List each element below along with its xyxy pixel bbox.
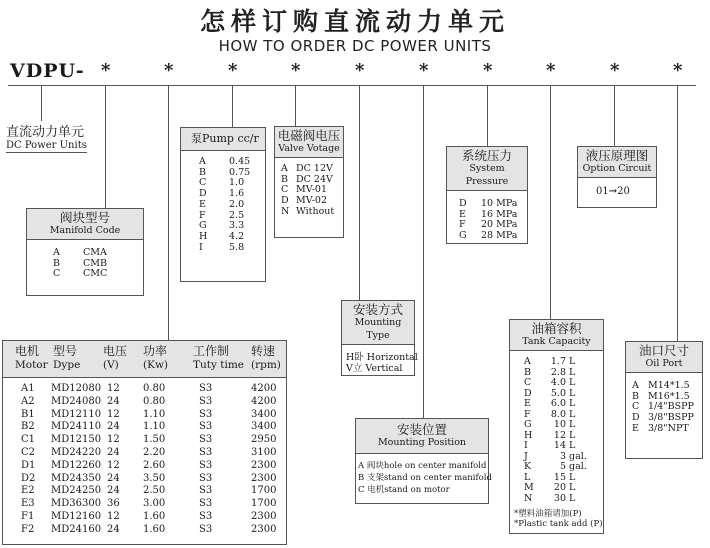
order-code-star: * [546, 60, 556, 81]
table-cell: 24 [107, 421, 120, 433]
motor-table-header [3, 341, 286, 378]
mounting-position-title-en: Mounting Position [377, 437, 467, 448]
table-cell: S3 [199, 446, 213, 458]
connector-line [677, 86, 678, 341]
table-column-header: 工作制 Tuty time [193, 344, 245, 371]
table-row [3, 498, 286, 511]
list-item: B 2.8 L [524, 366, 576, 378]
list-item: A CMA [53, 247, 107, 258]
table-cell: MD24220 [51, 446, 102, 458]
table-column-header: 电机 Motor [15, 344, 48, 371]
table-cell: S3 [199, 523, 213, 535]
table-cell: 3400 [251, 408, 277, 420]
table-cell: 2950 [251, 434, 277, 446]
table-cell: B1 [21, 408, 35, 420]
table-cell: D2 [21, 472, 36, 484]
table-row [3, 434, 286, 447]
list-item: I 5.8 [199, 241, 245, 253]
oil-port-title-cn: 油口尺寸 [638, 343, 689, 358]
dc-power-units-cn: 直流动力单元 [6, 125, 85, 140]
table-cell: F1 [21, 510, 35, 522]
mounting-position-header [356, 419, 488, 454]
list-item: D 10 MPa [459, 198, 518, 209]
table-column-header: 型号 Dype [53, 344, 81, 371]
order-code-star: * [164, 60, 174, 81]
system-pressure-title-cn: 系统压力 [461, 148, 512, 163]
connector-line [487, 86, 488, 146]
table-cell: 0.80 [143, 395, 166, 407]
connector-line [295, 86, 296, 126]
list-item: B 0.75 [199, 166, 251, 178]
table-cell: S3 [199, 383, 213, 394]
valve-voltage-list [275, 158, 343, 218]
table-cell: 1.60 [143, 510, 166, 522]
list-item: F 2.5 [199, 209, 245, 221]
table-cell: 24 [107, 472, 120, 484]
list-item: H 4.2 [199, 230, 245, 242]
table-cell: MD24160 [51, 523, 102, 535]
table-cell: 1700 [251, 485, 277, 497]
list-item: B DC 24V [281, 173, 333, 185]
option-circuit-box [577, 146, 657, 208]
table-cell: 12 [107, 383, 120, 394]
table-cell: 4200 [251, 395, 277, 407]
table-cell: S3 [199, 472, 213, 484]
pump-box [180, 127, 266, 282]
table-row [3, 460, 286, 473]
table-cell: S3 [199, 498, 213, 510]
code-underline [8, 85, 696, 86]
table-cell: MD12160 [51, 510, 102, 522]
connector-line [105, 86, 106, 208]
list-item: M 20 L [524, 482, 576, 493]
motor-table-body [3, 378, 286, 537]
option-circuit-title-cn: 液压原理图 [585, 148, 649, 163]
order-code-star: * [291, 60, 301, 81]
table-cell: B2 [21, 421, 35, 433]
list-item: A 1.7 L [524, 356, 576, 367]
connector-line [550, 86, 551, 319]
table-cell: 12 [107, 434, 120, 446]
dc-power-units-en: DC Power Units [6, 140, 87, 151]
list-item: F 20 MPa [459, 219, 518, 231]
table-cell: 0.80 [143, 383, 166, 394]
page-title-en: HOW TO ORDER DC POWER UNITS [218, 37, 492, 55]
list-item: E 2.0 [199, 198, 245, 210]
list-item: G 28 MPa [459, 230, 518, 242]
list-item: C 电机stand on motor [358, 485, 450, 495]
table-cell: 12 [107, 459, 120, 471]
table-cell: 12 [107, 408, 120, 420]
manifold-code-header [27, 209, 143, 240]
list-item: G 3.3 [199, 220, 245, 232]
tank-capacity-box [509, 319, 604, 534]
table-cell: MD12260 [51, 459, 102, 471]
table-cell: E2 [21, 485, 35, 497]
order-code-prefix: VDPU- [10, 60, 85, 82]
list-item: J 3 gal. [524, 450, 587, 462]
oil-port-box [625, 341, 703, 459]
table-cell: C2 [21, 446, 36, 458]
table-cell: 1700 [251, 498, 277, 510]
order-code-star: * [610, 60, 620, 81]
list-item: H卧 Horizontal [346, 352, 418, 363]
table-cell: 24 [107, 446, 120, 458]
table-cell: 3400 [251, 421, 277, 433]
system-pressure-list [447, 191, 527, 242]
list-item: E 16 MPa [459, 208, 518, 220]
connector-line [41, 86, 42, 121]
manifold-code-title-en: Manifold Code [49, 225, 121, 236]
list-item: D MV-02 [281, 195, 328, 207]
list-item: K 5 gal. [524, 461, 587, 472]
system-pressure-title-en: System Pressure [465, 163, 509, 187]
list-item: I 14 L [524, 440, 576, 451]
table-cell: S3 [199, 434, 213, 446]
oil-port-header [626, 342, 702, 373]
table-cell: 12 [107, 510, 120, 522]
table-cell: MD12110 [51, 408, 102, 420]
system-pressure-box [446, 146, 528, 244]
table-cell: A1 [21, 383, 35, 394]
list-item: B M16*1.5 [632, 390, 690, 402]
table-row [3, 473, 286, 486]
table-cell: 1.50 [143, 434, 166, 446]
mounting-position-list [356, 454, 492, 496]
dc-power-units-label [6, 121, 87, 153]
table-cell: S3 [199, 421, 213, 433]
list-item: A M14*1.5 [632, 380, 690, 391]
order-code-star: * [101, 60, 111, 81]
table-row [3, 524, 286, 537]
valve-voltage-title-en: Valve Votage [278, 143, 340, 154]
motor-table-box [2, 340, 287, 545]
table-cell: MD24110 [51, 421, 102, 433]
table-row [3, 396, 286, 409]
connector-line [232, 86, 233, 127]
order-code-star: * [673, 60, 683, 81]
list-item: C MV-01 [281, 184, 328, 196]
table-cell: A2 [21, 395, 35, 407]
mounting-position-box [355, 418, 492, 504]
tank-capacity-title-en: Tank Capacity [522, 336, 591, 347]
tank-note-cn: *塑料油箱请加(P) [514, 509, 582, 519]
option-circuit-title-en: Option Circuit [582, 163, 652, 174]
mounting-type-box [341, 300, 418, 376]
table-cell: F2 [21, 523, 35, 535]
list-item: D 1.6 [199, 188, 245, 200]
option-circuit-range: 01→20 [596, 186, 630, 197]
list-item: L 15 L [524, 471, 576, 483]
arrow-right-icon: → [608, 186, 618, 197]
table-cell: 2.20 [143, 446, 166, 458]
table-cell: MD12080 [51, 383, 102, 394]
table-cell: C1 [21, 434, 36, 446]
pump-list [181, 151, 265, 253]
valve-voltage-header [275, 127, 343, 158]
list-item: A 阀块hole on center manifold [358, 461, 487, 471]
table-cell: MD36300 [51, 498, 102, 510]
connector-line [614, 86, 615, 146]
order-code-star: * [419, 60, 429, 81]
list-item: B 支架stand on center manifold [358, 473, 492, 483]
table-cell: 3.00 [143, 498, 166, 510]
table-column-header: 电压 (V) [103, 344, 128, 371]
table-row [3, 421, 286, 434]
table-column-header: 转速 (rpm) [251, 344, 281, 371]
list-item: D 3/8"BSPP [632, 412, 694, 424]
table-cell: 2.50 [143, 485, 166, 497]
manifold-code-list [27, 240, 143, 280]
tank-capacity-list [510, 351, 603, 504]
table-cell: 1.10 [143, 421, 166, 433]
connector-line [168, 86, 169, 340]
table-cell: S3 [199, 395, 213, 407]
list-item: A DC 12V [281, 163, 333, 174]
order-code-star: * [483, 60, 493, 81]
list-item: C 1.0 [199, 177, 245, 189]
system-pressure-header [447, 147, 527, 191]
table-row [3, 409, 286, 422]
table-cell: 2300 [251, 459, 277, 471]
list-item: H 12 L [524, 429, 576, 441]
table-row [3, 447, 286, 460]
table-cell: MD24080 [51, 395, 102, 407]
list-item: C CMC [53, 268, 108, 280]
table-cell: S3 [199, 459, 213, 471]
table-cell: D1 [21, 459, 36, 471]
list-item: V立 Vertical [346, 362, 403, 374]
connector-line [423, 86, 424, 418]
table-cell: 2300 [251, 523, 277, 535]
list-item: N 30 L [524, 492, 576, 504]
list-item: A 0.45 [199, 156, 251, 167]
table-cell: 2300 [251, 472, 277, 484]
table-cell: 24 [107, 523, 120, 535]
table-cell: 1.10 [143, 408, 166, 420]
mounting-type-list [342, 345, 418, 374]
table-cell: 36 [107, 498, 120, 510]
valve-voltage-title-cn: 电磁阀电压 [277, 128, 341, 143]
table-cell: S3 [199, 510, 213, 522]
table-cell: MD12150 [51, 434, 102, 446]
oil-port-list [626, 373, 702, 435]
option-circuit-header [578, 147, 656, 178]
list-item: G 10 L [524, 419, 576, 430]
table-cell: 4200 [251, 383, 277, 394]
list-item: E 3/8"NPT [632, 422, 689, 434]
page-title-cn: 怎样订购直流动力单元 [199, 7, 510, 36]
pump-header: 泵Pump cc/r [181, 128, 265, 151]
table-cell: MD24250 [51, 485, 102, 497]
oil-port-title-en: Oil Port [645, 358, 683, 369]
list-item: C 4.0 L [524, 377, 576, 388]
table-cell: 2.60 [143, 459, 166, 471]
list-item: E 6.0 L [524, 398, 576, 409]
mounting-type-title-en: Mounting Type [354, 317, 402, 341]
connector-line [359, 86, 360, 300]
list-item: C 1/4"BSPP [632, 401, 694, 413]
mounting-position-title-cn: 安装位置 [396, 422, 447, 437]
mounting-type-title-cn: 安装方式 [352, 302, 403, 317]
table-cell: S3 [199, 485, 213, 497]
list-item: F 8.0 L [524, 408, 576, 420]
list-item: N Without [281, 205, 335, 217]
table-cell: 3100 [251, 446, 277, 458]
table-row [3, 511, 286, 524]
order-code-star: * [355, 60, 365, 81]
table-row [3, 485, 286, 498]
list-item: B CMB [53, 257, 107, 269]
table-cell: 2300 [251, 510, 277, 522]
order-code-star: * [228, 60, 238, 81]
table-cell: 3.50 [143, 472, 166, 484]
tank-note-en: *Plastic tank add (P) [514, 519, 603, 529]
table-column-header: 功率 (Kw) [143, 344, 169, 371]
table-cell: 24 [107, 395, 120, 407]
manifold-code-title-cn: 阀块型号 [59, 210, 110, 225]
mounting-type-header [342, 301, 414, 345]
table-cell: S3 [199, 408, 213, 420]
table-cell: E3 [21, 498, 35, 510]
manifold-code-box [26, 208, 144, 296]
table-cell: 24 [107, 485, 120, 497]
table-cell: MD24350 [51, 472, 102, 484]
valve-voltage-box [274, 126, 344, 238]
list-item: D 5.0 L [524, 387, 576, 399]
tank-capacity-title-cn: 油箱容积 [531, 321, 582, 336]
tank-capacity-header [510, 320, 603, 351]
table-cell: 1.60 [143, 523, 166, 535]
table-row [3, 383, 286, 396]
